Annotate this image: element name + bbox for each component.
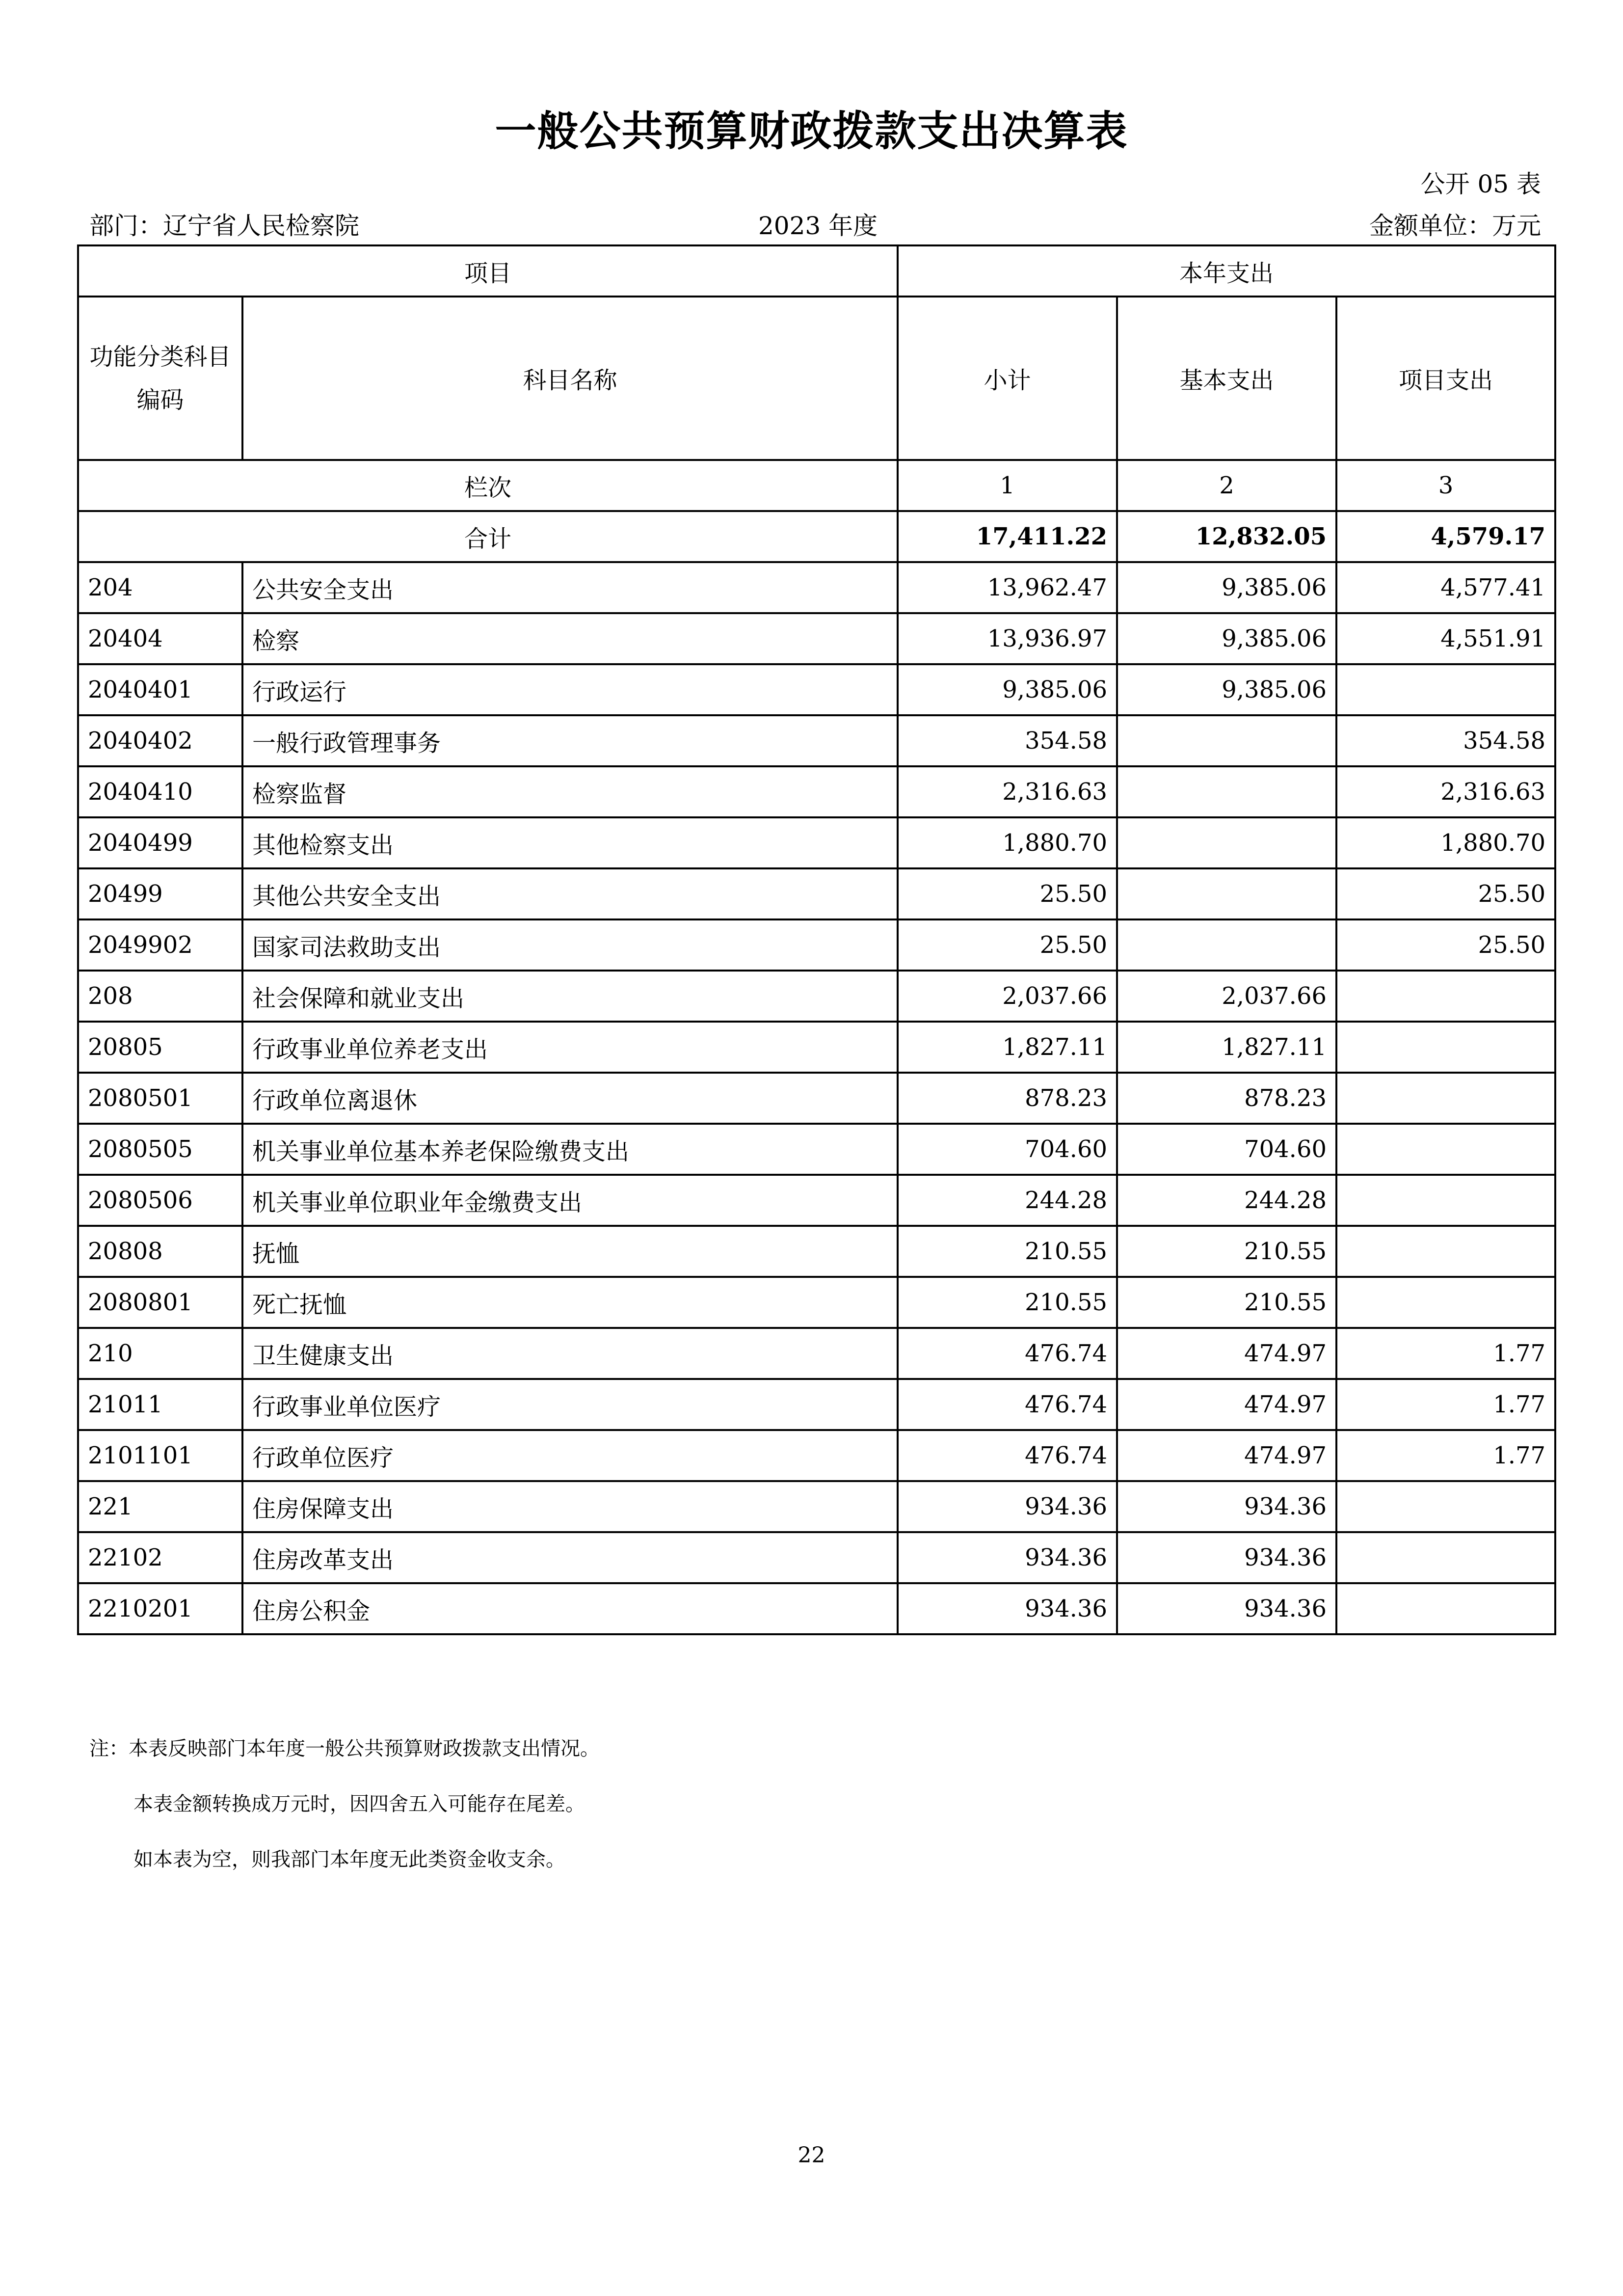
row-project: 354.58: [1336, 715, 1555, 766]
row-basic: 9,385.06: [1117, 664, 1336, 715]
row-project: 1.77: [1336, 1430, 1555, 1481]
row-project: 25.50: [1336, 919, 1555, 971]
row-subtotal: 354.58: [898, 715, 1117, 766]
note-2: 本表金额转换成万元时，因四舍五入可能存在尾差。: [133, 1793, 585, 1815]
row-subtotal: 934.36: [898, 1481, 1117, 1532]
header-code: 功能分类科目编码: [78, 297, 242, 460]
table-row: [78, 1226, 1555, 1277]
row-code: 20808: [78, 1226, 242, 1277]
row-name: 住房公积金: [242, 1583, 898, 1634]
row-project: 1,880.70: [1336, 817, 1555, 868]
header-subtotal: 小计: [898, 297, 1117, 460]
row-code: 208: [78, 971, 242, 1022]
row-subtotal: 210.55: [898, 1277, 1117, 1328]
header-basic: 基本支出: [1117, 297, 1336, 460]
row-name: 国家司法救助支出: [242, 919, 898, 971]
row-code: 2080505: [78, 1124, 242, 1175]
row-code: 2049902: [78, 919, 242, 971]
row-name: 抚恤: [242, 1226, 898, 1277]
row-basic: [1117, 817, 1336, 868]
table-row: [78, 562, 1555, 613]
row-basic: 474.97: [1117, 1430, 1336, 1481]
row-code: 2080801: [78, 1277, 242, 1328]
row-subtotal: 9,385.06: [898, 664, 1117, 715]
row-code: 2040499: [78, 817, 242, 868]
row-name: 一般行政管理事务: [242, 715, 898, 766]
row-name: 其他检察支出: [242, 817, 898, 868]
row-project: 1.77: [1336, 1379, 1555, 1430]
row-name: 死亡抚恤: [242, 1277, 898, 1328]
row-basic: 1,827.11: [1117, 1022, 1336, 1073]
table-row: [78, 1022, 1555, 1073]
row-basic: [1117, 715, 1336, 766]
row-code: 221: [78, 1481, 242, 1532]
row-code: 20499: [78, 868, 242, 919]
row-project: [1336, 1022, 1555, 1073]
total-project: 4,579.17: [1336, 511, 1555, 562]
row-project: [1336, 1481, 1555, 1532]
table-row: [78, 868, 1555, 919]
row-basic: 474.97: [1117, 1379, 1336, 1430]
row-code: 22102: [78, 1532, 242, 1583]
row-subtotal: 1,827.11: [898, 1022, 1117, 1073]
row-name: 行政运行: [242, 664, 898, 715]
row-name: 其他公共安全支出: [242, 868, 898, 919]
row-basic: [1117, 919, 1336, 971]
expenditure-table: [77, 244, 1556, 1635]
row-name: 行政事业单位医疗: [242, 1379, 898, 1430]
row-subtotal: 1,880.70: [898, 817, 1117, 868]
row-basic: 934.36: [1117, 1583, 1336, 1634]
row-name: 住房改革支出: [242, 1532, 898, 1583]
table-row: [78, 971, 1555, 1022]
page-number: 22: [798, 2143, 825, 2168]
row-project: [1336, 1583, 1555, 1634]
table-row: [78, 1481, 1555, 1532]
row-subtotal: 210.55: [898, 1226, 1117, 1277]
row-name: 检察监督: [242, 766, 898, 817]
row-code: 20404: [78, 613, 242, 664]
row-project: [1336, 1073, 1555, 1124]
notes: [89, 1733, 600, 1899]
form-number: 公开 05 表: [1420, 170, 1541, 198]
row-code: 2040402: [78, 715, 242, 766]
note-1: 注：本表反映部门本年度一般公共预算财政拨款支出情况。: [89, 1737, 600, 1760]
row-basic: [1117, 868, 1336, 919]
row-name: 公共安全支出: [242, 562, 898, 613]
row-project: [1336, 1277, 1555, 1328]
table-row: [78, 1124, 1555, 1175]
table-row: [78, 1073, 1555, 1124]
row-project: 4,577.41: [1336, 562, 1555, 613]
row-code: 204: [78, 562, 242, 613]
row-basic: 210.55: [1117, 1277, 1336, 1328]
row-basic: [1117, 766, 1336, 817]
row-basic: 2,037.66: [1117, 971, 1336, 1022]
row-code: 20805: [78, 1022, 242, 1073]
table-row: [78, 1175, 1555, 1226]
row-code: 2040410: [78, 766, 242, 817]
row-subtotal: 25.50: [898, 868, 1117, 919]
row-subtotal: 878.23: [898, 1073, 1117, 1124]
row-code: 2080501: [78, 1073, 242, 1124]
row-name: 卫生健康支出: [242, 1328, 898, 1379]
column-number-3: 3: [1336, 460, 1555, 511]
row-name: 社会保障和就业支出: [242, 971, 898, 1022]
table-row: [78, 919, 1555, 971]
total-label: 合计: [78, 511, 898, 562]
table-row: [78, 1532, 1555, 1583]
row-project: 1.77: [1336, 1328, 1555, 1379]
row-name: 行政单位离退休: [242, 1073, 898, 1124]
row-basic: 9,385.06: [1117, 613, 1336, 664]
row-code: 2040401: [78, 664, 242, 715]
row-subtotal: 476.74: [898, 1379, 1117, 1430]
table-row: [78, 766, 1555, 817]
row-project: [1336, 1226, 1555, 1277]
column-number-2: 2: [1117, 460, 1336, 511]
row-subtotal: 2,316.63: [898, 766, 1117, 817]
note-3: 如本表为空，则我部门本年度无此类资金收支余。: [133, 1848, 565, 1871]
row-basic: 9,385.06: [1117, 562, 1336, 613]
row-basic: 474.97: [1117, 1328, 1336, 1379]
total-subtotal: 17,411.22: [898, 511, 1117, 562]
row-subtotal: 476.74: [898, 1328, 1117, 1379]
row-project: [1336, 1124, 1555, 1175]
row-code: 2080506: [78, 1175, 242, 1226]
row-name: 行政事业单位养老支出: [242, 1022, 898, 1073]
header-row-2: [78, 297, 1555, 460]
row-code: 2210201: [78, 1583, 242, 1634]
table-row: [78, 1379, 1555, 1430]
row-subtotal: 13,962.47: [898, 562, 1117, 613]
row-name: 机关事业单位职业年金缴费支出: [242, 1175, 898, 1226]
total-basic: 12,832.05: [1117, 511, 1336, 562]
row-subtotal: 25.50: [898, 919, 1117, 971]
column-number-1: 1: [898, 460, 1117, 511]
table-row: [78, 1328, 1555, 1379]
row-basic: 878.23: [1117, 1073, 1336, 1124]
row-name: 行政单位医疗: [242, 1430, 898, 1481]
row-project: [1336, 664, 1555, 715]
row-basic: 210.55: [1117, 1226, 1336, 1277]
table-row: [78, 664, 1555, 715]
fiscal-year: 2023 年度: [758, 212, 878, 240]
row-subtotal: 704.60: [898, 1124, 1117, 1175]
column-number-label: 栏次: [78, 460, 898, 511]
row-subtotal: 934.36: [898, 1532, 1117, 1583]
row-name: 检察: [242, 613, 898, 664]
row-project: 4,551.91: [1336, 613, 1555, 664]
row-project: 2,316.63: [1336, 766, 1555, 817]
header-current-year-expense: 本年支出: [898, 245, 1555, 297]
row-project: [1336, 1175, 1555, 1226]
row-basic: 244.28: [1117, 1175, 1336, 1226]
row-subtotal: 2,037.66: [898, 971, 1117, 1022]
header-project: 项目: [78, 245, 898, 297]
header-project-expense: 项目支出: [1336, 297, 1555, 460]
row-basic: 934.36: [1117, 1532, 1336, 1583]
row-code: 21011: [78, 1379, 242, 1430]
table-row: [78, 1430, 1555, 1481]
row-subtotal: 13,936.97: [898, 613, 1117, 664]
row-name: 住房保障支出: [242, 1481, 898, 1532]
row-project: [1336, 1532, 1555, 1583]
row-basic: 704.60: [1117, 1124, 1336, 1175]
row-code: 2101101: [78, 1430, 242, 1481]
row-name: 机关事业单位基本养老保险缴费支出: [242, 1124, 898, 1175]
total-row: [78, 511, 1555, 562]
header-row-1: [78, 245, 1555, 297]
row-project: 25.50: [1336, 868, 1555, 919]
row-code: 210: [78, 1328, 242, 1379]
header-name: 科目名称: [242, 297, 898, 460]
row-basic: 934.36: [1117, 1481, 1336, 1532]
page-title: 一般公共预算财政拨款支出决算表: [495, 107, 1128, 155]
table-row: [78, 1277, 1555, 1328]
row-subtotal: 244.28: [898, 1175, 1117, 1226]
table-row: [78, 817, 1555, 868]
department: 部门：辽宁省人民检察院: [89, 212, 359, 240]
row-project: [1336, 971, 1555, 1022]
table-row: [78, 715, 1555, 766]
row-subtotal: 934.36: [898, 1583, 1117, 1634]
column-number-row: [78, 460, 1555, 511]
row-subtotal: 476.74: [898, 1430, 1117, 1481]
amount-unit: 金额单位：万元: [1369, 212, 1541, 240]
table-row: [78, 613, 1555, 664]
table-row: [78, 1583, 1555, 1634]
